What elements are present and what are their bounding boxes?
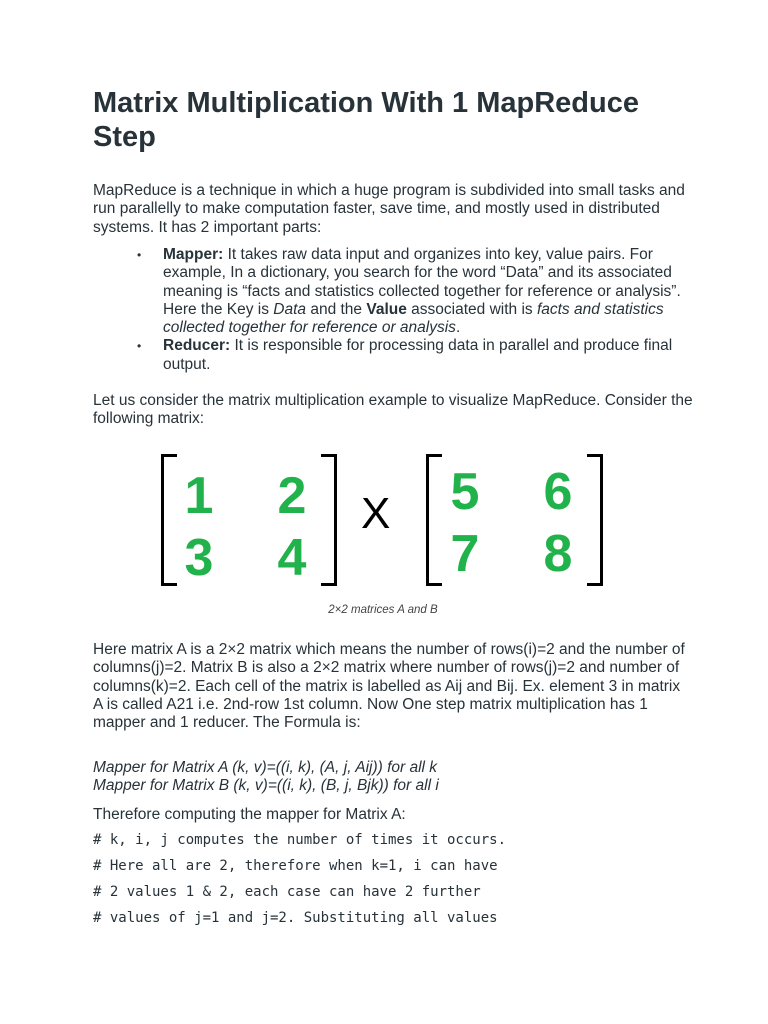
- consider-paragraph: Let us consider the matrix multiplication example to visualize MapReduce. Consider the following matrix:: [93, 392, 693, 428]
- key-example: Data: [273, 300, 307, 318]
- mapper-text-3: associated with is: [406, 300, 537, 318]
- matrix-b-cell: 7: [450, 525, 480, 583]
- value-term: Value: [366, 300, 407, 318]
- list-item-reducer: [137, 337, 693, 374]
- figure-caption: 2×2 matrices A and B: [328, 604, 438, 616]
- multiply-operator: X: [361, 489, 391, 538]
- matrix-b-cell: 8: [543, 525, 573, 583]
- matrix-a-cell: 3: [184, 529, 214, 587]
- explanation-paragraph: Here matrix A is a 2×2 matrix which means the number of rows(i)=2 and the number of columns(j)=2. Matrix B is also a 2×2 matrix where number of rows(j)=2 and number of columns(k)=2. Each cell of the matrix is labelled as Aij and Bij. Ex. element 3 in matrix A is called A21 i.e. 2nd-row 1st column. Now One step matrix multiplication has 1 mapper and 1 reducer. The Formula is:: [93, 641, 685, 732]
- matrix-figure: [153, 448, 613, 593]
- matrix-a-left-bracket: [161, 454, 177, 586]
- code-line: # values of j=1 and j=2. Substituting all values: [93, 910, 498, 926]
- parts-list: [93, 246, 693, 374]
- code-line: # k, i, j computes the number of times it occurs.: [93, 832, 507, 848]
- formula-line-b: Mapper for Matrix B (k, v)=((i, k), (B, j, Bjk)) for all i: [93, 777, 439, 795]
- reducer-term: Reducer:: [163, 337, 231, 355]
- mapper-text: It takes raw data input and organizes into key, value pairs. For example, In a dictionary, you search for the word “Data” and its associated meaning is “facts and statistics collected together for reference or analysis”. Here the Key is: [163, 246, 681, 318]
- code-line: # Here all are 2, therefore when k=1, i can have: [93, 858, 498, 874]
- matrix-b-right-bracket: [587, 454, 603, 586]
- matrix-a-cell: 1: [184, 467, 214, 525]
- matrix-b-cell: 6: [543, 463, 573, 521]
- list-item-mapper: [137, 246, 693, 337]
- formula-block: [93, 759, 693, 796]
- bullet-icon: •: [137, 339, 142, 354]
- value-example: facts and statistics collected together for reference or analysis: [163, 300, 664, 337]
- therefore-paragraph: Therefore computing the mapper for Matrix A:: [93, 806, 406, 823]
- matrix-a-cell: 2: [277, 467, 307, 525]
- matrix-a-cell: 4: [277, 529, 307, 587]
- matrix-b-left-bracket: [426, 454, 442, 586]
- matrix-a-right-bracket: [321, 454, 337, 586]
- mapper-term: Mapper:: [163, 246, 224, 263]
- bullet-icon: •: [137, 248, 142, 262]
- page-title: Matrix Multiplication With 1 MapReduce Step: [93, 87, 639, 153]
- mapper-text-2: and the: [306, 300, 367, 318]
- mapper-text-4: .: [455, 319, 461, 337]
- reducer-text: It is responsible for processing data in parallel and produce final output.: [163, 337, 673, 373]
- formula-line-a: Mapper for Matrix A (k, v)=((i, k), (A, j, Aij)) for all k: [93, 759, 438, 776]
- intro-paragraph: MapReduce is a technique in which a huge program is subdivided into small tasks and run parallelly to make computation faster, save time, and mostly used in distributed systems. It has 2 important parts:: [93, 182, 685, 236]
- matrix-b-cell: 5: [450, 463, 480, 521]
- code-line: # 2 values 1 & 2, each case can have 2 further: [93, 884, 481, 900]
